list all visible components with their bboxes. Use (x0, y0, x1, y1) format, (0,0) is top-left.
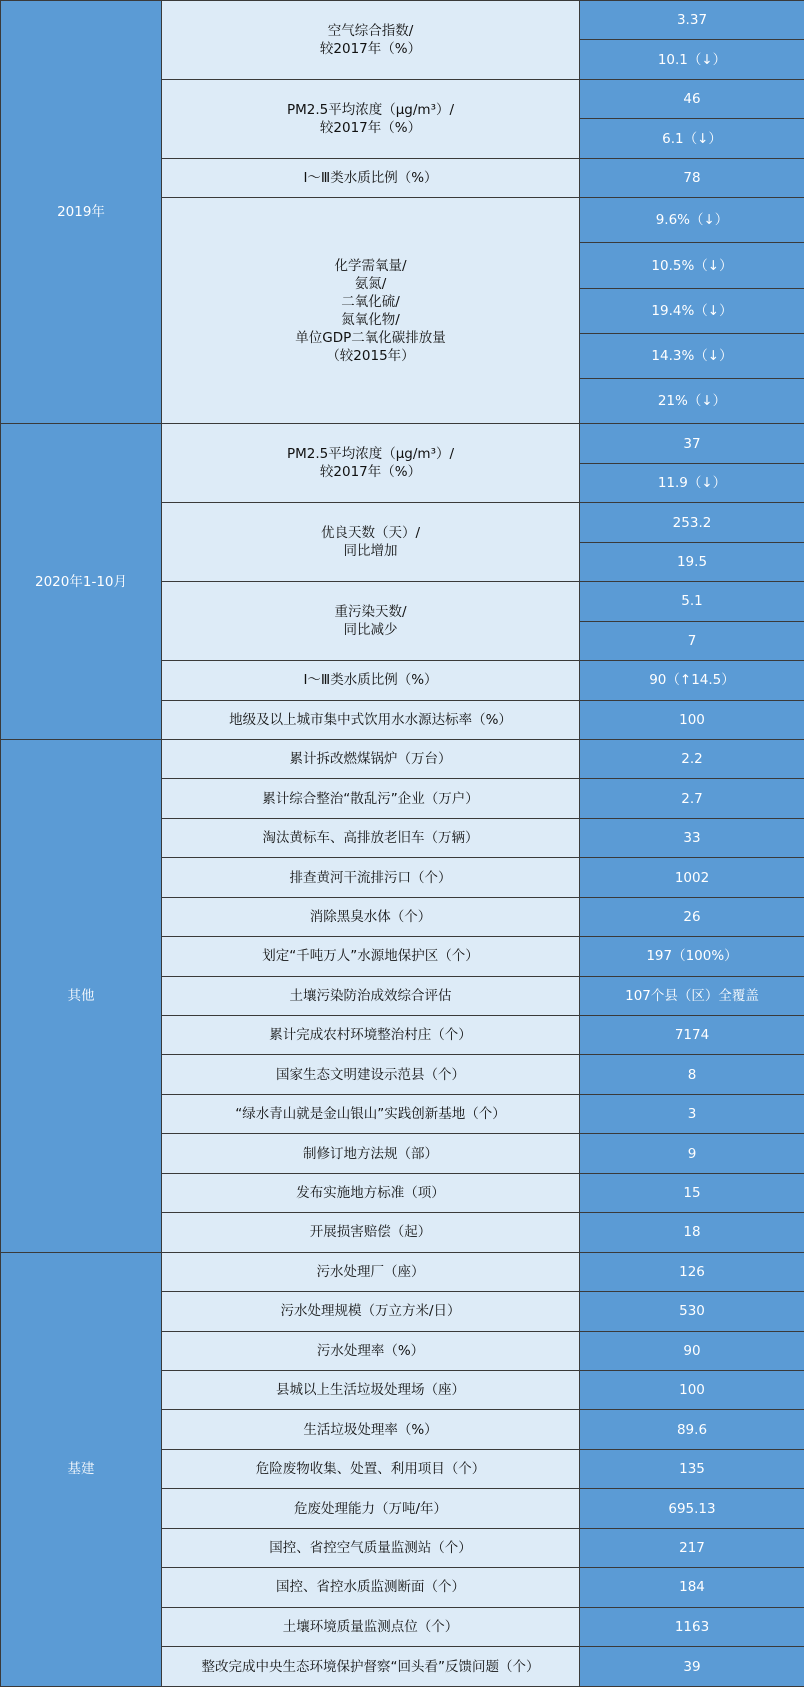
metric-value: 90（↑14.5） (580, 661, 804, 700)
metric-value: 19.4%（↓） (580, 288, 804, 333)
metric-label: PM2.5平均浓度（μg/m³）/ 较2017年（%） (162, 79, 580, 158)
group-label-other: 其他 (1, 739, 162, 1252)
metric-label: “绿水青山就是金山银山”实践创新基地（个） (162, 1094, 580, 1133)
metric-value: 9 (580, 1134, 804, 1173)
table-row (1, 1, 804, 40)
metric-value: 3.37 (580, 1, 804, 40)
metric-label: 污水处理厂（座） (162, 1252, 580, 1291)
metric-label: 生活垃圾处理率（%） (162, 1410, 580, 1449)
metric-value: 10.5%（↓） (580, 243, 804, 288)
metric-label: 制修订地方法规（部） (162, 1134, 580, 1173)
metric-label: 县城以上生活垃圾处理场（座） (162, 1370, 580, 1409)
metric-value: 90 (580, 1331, 804, 1370)
metric-value: 6.1（↓） (580, 119, 804, 158)
metric-value: 100 (580, 700, 804, 739)
metric-label: 国控、省控空气质量监测站（个） (162, 1528, 580, 1567)
metric-value: 126 (580, 1252, 804, 1291)
metric-value: 1002 (580, 858, 804, 897)
metric-value: 10.1（↓） (580, 40, 804, 79)
metric-value: 39 (580, 1647, 804, 1687)
group-label-2020: 2020年1-10月 (1, 424, 162, 740)
metric-value: 135 (580, 1449, 804, 1488)
metric-label: 消除黑臭水体（个） (162, 897, 580, 936)
metric-label: 开展损害赔偿（起） (162, 1213, 580, 1252)
metric-value: 2.2 (580, 739, 804, 778)
metric-label: Ⅰ～Ⅲ类水质比例（%） (162, 661, 580, 700)
group-label-infrastructure: 基建 (1, 1252, 162, 1686)
metric-label: 土壤污染防治成效综合评估 (162, 976, 580, 1015)
metric-value: 33 (580, 818, 804, 857)
metric-value: 15 (580, 1173, 804, 1212)
table-row (1, 424, 804, 463)
metric-label: 发布实施地方标准（项） (162, 1173, 580, 1212)
metric-value: 18 (580, 1213, 804, 1252)
metric-value: 100 (580, 1370, 804, 1409)
metric-label: 土壤环境质量监测点位（个） (162, 1607, 580, 1646)
metric-label: 淘汰黄标车、高排放老旧车（万辆） (162, 818, 580, 857)
metric-value: 89.6 (580, 1410, 804, 1449)
metric-label: 国控、省控水质监测断面（个） (162, 1568, 580, 1607)
metric-label: 危废处理能力（万吨/年） (162, 1489, 580, 1528)
metric-value: 2.7 (580, 779, 804, 818)
metric-label: 整改完成中央生态环境保护督察“回头看”反馈问题（个） (162, 1647, 580, 1687)
metric-value: 107个县（区）全覆盖 (580, 976, 804, 1015)
metric-value: 19.5 (580, 542, 804, 581)
metric-label: Ⅰ～Ⅲ类水质比例（%） (162, 158, 580, 197)
group-label-2019: 2019年 (1, 1, 162, 424)
metric-value: 11.9（↓） (580, 463, 804, 502)
metric-label: 累计完成农村环境整治村庄（个） (162, 1016, 580, 1055)
metric-value: 78 (580, 158, 804, 197)
metric-label: 优良天数（天）/ 同比增加 (162, 503, 580, 582)
metric-label: 化学需氧量/ 氨氮/ 二氧化硫/ 氮氧化物/ 单位GDP二氧化碳排放量 （较2015年） (162, 198, 580, 424)
metric-value: 7 (580, 621, 804, 660)
metric-value: 253.2 (580, 503, 804, 542)
metric-value: 9.6%（↓） (580, 198, 804, 243)
metric-value: 8 (580, 1055, 804, 1094)
metric-value: 695.13 (580, 1489, 804, 1528)
metric-value: 14.3%（↓） (580, 333, 804, 378)
metric-label: 污水处理规模（万立方米/日） (162, 1292, 580, 1331)
metric-value: 21%（↓） (580, 379, 804, 424)
metric-value: 1163 (580, 1607, 804, 1646)
metric-value: 7174 (580, 1016, 804, 1055)
metric-label: 排查黄河干流排污口（个） (162, 858, 580, 897)
metric-label: 国家生态文明建设示范县（个） (162, 1055, 580, 1094)
metric-value: 46 (580, 79, 804, 118)
metric-value: 5.1 (580, 582, 804, 621)
metric-label: 累计综合整治“散乱污”企业（万户） (162, 779, 580, 818)
table-row (1, 739, 804, 778)
metric-label: 污水处理率（%） (162, 1331, 580, 1370)
table-row (1, 1252, 804, 1291)
metric-label: 地级及以上城市集中式饮用水水源达标率（%） (162, 700, 580, 739)
metric-label: 危险废物收集、处置、利用项目（个） (162, 1449, 580, 1488)
metric-label: PM2.5平均浓度（μg/m³）/ 较2017年（%） (162, 424, 580, 503)
metric-value: 530 (580, 1292, 804, 1331)
metric-value: 37 (580, 424, 804, 463)
metric-label: 划定“千吨万人”水源地保护区（个） (162, 937, 580, 976)
metric-value: 217 (580, 1528, 804, 1567)
metric-value: 26 (580, 897, 804, 936)
metric-value: 3 (580, 1094, 804, 1133)
metric-label: 累计拆改燃煤锅炉（万台） (162, 739, 580, 778)
metric-label: 重污染天数/ 同比减少 (162, 582, 580, 661)
metric-label: 空气综合指数/ 较2017年（%） (162, 1, 580, 80)
metric-value: 197（100%） (580, 937, 804, 976)
metric-value: 184 (580, 1568, 804, 1607)
